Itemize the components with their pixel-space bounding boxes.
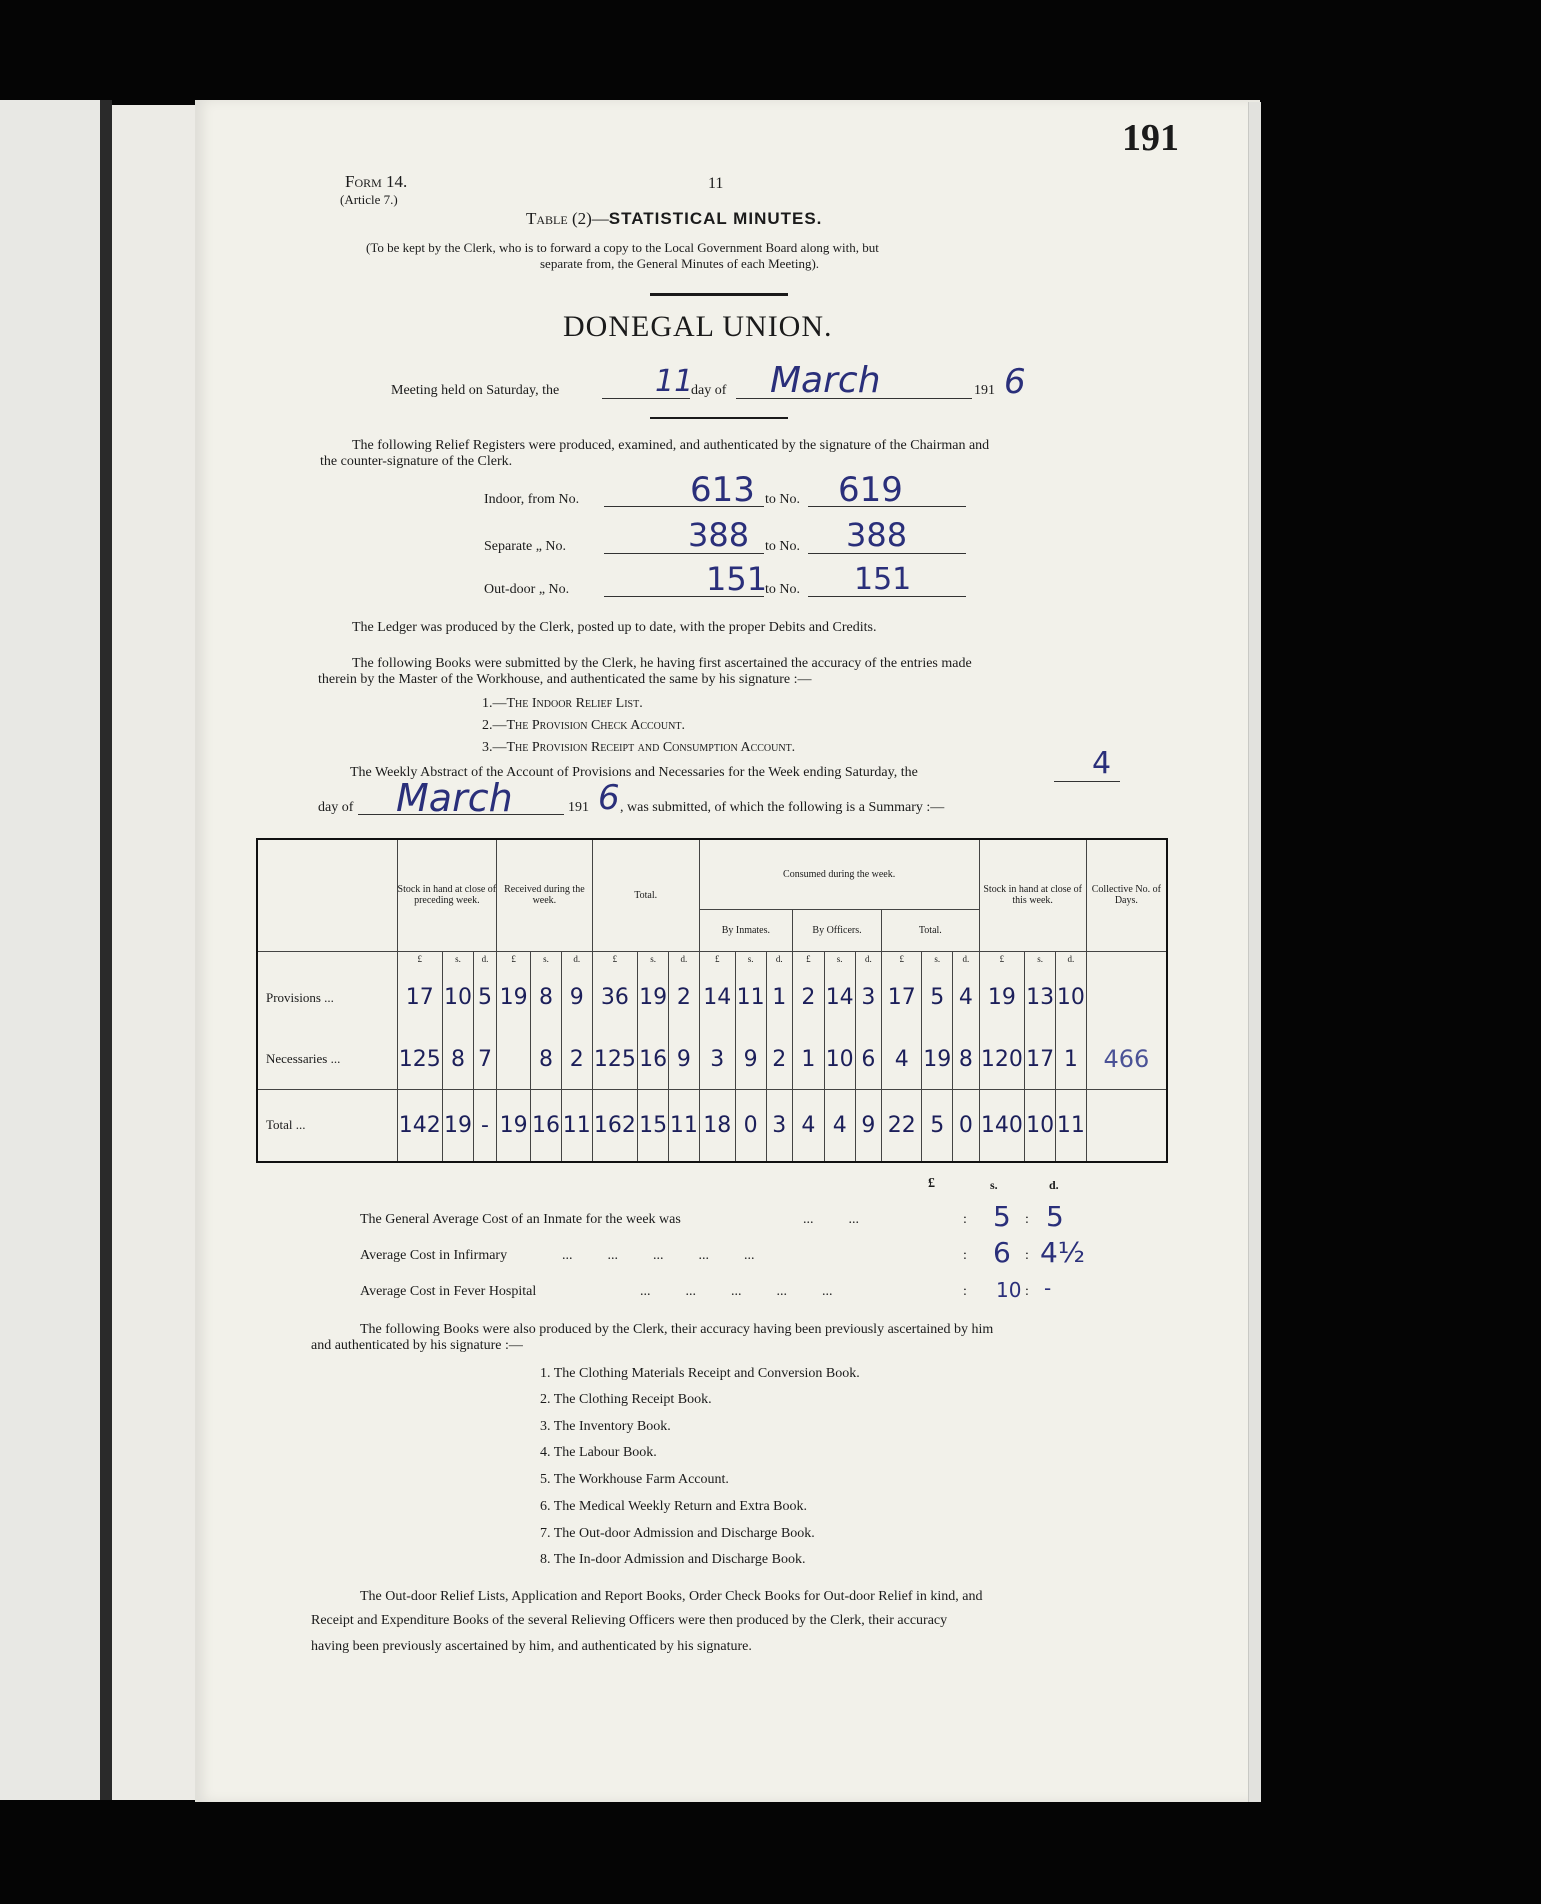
summary-cell: 7 (473, 1030, 496, 1090)
left-page-margin (112, 105, 204, 1800)
summary-cell: 9 (668, 1030, 699, 1090)
summary-cell: 9 (855, 1090, 882, 1162)
union-name: DONEGAL UNION. (563, 310, 833, 343)
summary-cell: 10 (443, 966, 474, 1030)
summary-cell: 8 (531, 966, 562, 1030)
summary-collective-days (1086, 966, 1167, 1030)
summary-cell: 142 (397, 1090, 443, 1162)
cost-dots: ... ... ... ... ... (562, 1248, 755, 1263)
header-received: Received during the week. (497, 839, 592, 951)
register-to: 151 (854, 562, 912, 597)
register-from: 613 (690, 470, 755, 510)
abstract-day-line (1054, 781, 1120, 782)
summary-cell: 16 (531, 1090, 562, 1162)
summary-cell (497, 1030, 531, 1090)
abstract-line-2: , was submitted, of which the following is a Summary :— (620, 800, 945, 815)
register-to-label: to No. (765, 582, 800, 597)
summary-cell: 8 (953, 1030, 980, 1090)
divider-mid (650, 417, 788, 419)
summary-cell: 2 (668, 966, 699, 1030)
header-stock-close: Stock in hand at close of this week. (979, 839, 1086, 951)
summary-cell: 10 (1025, 1090, 1056, 1162)
divider-top (650, 293, 788, 296)
unit-pounds: £ (497, 951, 531, 966)
ledger-statement: The Ledger was produced by the Clerk, posted up to date, with the proper Debits and Credits. (352, 620, 877, 635)
summary-cell: 8 (443, 1030, 474, 1090)
summary-row-label: Total ... (266, 1117, 306, 1133)
summary-cell: 4 (824, 1090, 855, 1162)
book-item: 2.—The Provision Check Account. (482, 718, 685, 733)
other-book-item: 7. The Out-door Admission and Discharge Book. (540, 1526, 815, 1541)
summary-cell: 5 (473, 966, 496, 1030)
unit-shillings: s. (1025, 951, 1056, 966)
summary-cell: 1 (1055, 1030, 1086, 1090)
abstract-day-of: day of (318, 800, 354, 815)
form-article: (Article 7.) (340, 192, 398, 207)
closing-line-2: Receipt and Expenditure Books of the several Relieving Officers were then produced by the Clerk, their accuracy (311, 1613, 948, 1628)
summary-cell: 4 (882, 1030, 922, 1090)
summary-row-label: Provisions ... (266, 989, 334, 1005)
other-book-item: 2. The Clothing Receipt Book. (540, 1392, 712, 1407)
unit-pounds: £ (793, 951, 825, 966)
summary-cell: 8 (531, 1030, 562, 1090)
cost-colon: : (963, 1212, 967, 1227)
heading-note-2: separate from, the General Minutes of each Meeting). (540, 256, 820, 271)
units-row (257, 951, 1167, 966)
cost-colon: : (1025, 1284, 1029, 1299)
header-consumed: Consumed during the week. (699, 839, 979, 909)
summary-cell: 17 (397, 966, 443, 1030)
left-page (0, 100, 100, 1800)
summary-cell: 10 (1055, 966, 1086, 1030)
abstract-month: March (396, 776, 513, 820)
summary-row (257, 966, 1167, 1030)
table-heading (526, 209, 822, 229)
meeting-year-prefix: 191 (974, 383, 995, 398)
summary-cell: 5 (922, 966, 953, 1030)
summary-cell: 1 (766, 966, 793, 1030)
other-book-item: 8. The In-door Admission and Discharge Book. (540, 1552, 806, 1567)
cost-pence: 5 (1046, 1200, 1064, 1233)
other-book-item: 3. The Inventory Book. (540, 1419, 671, 1434)
register-to: 388 (846, 516, 908, 554)
cost-header-pounds: £ (928, 1176, 935, 1191)
register-to-label: to No. (765, 492, 800, 507)
cost-dots: ... ... ... ... ... (640, 1284, 833, 1299)
summary-cell: 19 (922, 1030, 953, 1090)
cost-dots: ... ... (803, 1212, 859, 1227)
summary-cell: 0 (953, 1090, 980, 1162)
meeting-month: March (770, 360, 881, 401)
cost-label: The General Average Cost of an Inmate for the week was (360, 1212, 681, 1227)
unit-shillings: s. (824, 951, 855, 966)
abstract-year-digit: 6 (598, 778, 620, 818)
unit-pence: d. (855, 951, 882, 966)
summary-cell: 15 (638, 1090, 669, 1162)
unit-pence: d. (953, 951, 980, 966)
summary-cell: 125 (592, 1030, 638, 1090)
summary-cell: 17 (882, 966, 922, 1030)
summary-row (257, 1030, 1167, 1090)
summary-body (257, 966, 1167, 1162)
meeting-year-digit: 6 (1004, 362, 1026, 402)
summary-cell: 14 (824, 966, 855, 1030)
summary-row (257, 1090, 1167, 1162)
other-books-intro-2: and authenticated by his signature :— (311, 1338, 523, 1353)
summary-cell: 10 (824, 1030, 855, 1090)
header-stock-prev: Stock in hand at close of preceding week. (397, 839, 497, 951)
other-book-item: 4. The Labour Book. (540, 1445, 657, 1460)
unit-pounds: £ (882, 951, 922, 966)
unit-shillings: s. (443, 951, 474, 966)
unit-pence: d. (561, 951, 592, 966)
folio-number: 11 (708, 175, 724, 192)
summary-cell: 11 (668, 1090, 699, 1162)
book-item: 3.—The Provision Receipt and Consumption Account. (482, 740, 796, 755)
cost-pence: 4½ (1040, 1236, 1085, 1269)
header-by-officers: By Officers. (793, 909, 882, 951)
summary-cell: 19 (497, 966, 531, 1030)
summary-cell: 9 (561, 966, 592, 1030)
register-from: 388 (688, 516, 750, 554)
summary-cell: 125 (397, 1030, 443, 1090)
closing-line-1: The Out-door Relief Lists, Application and Report Books, Order Check Books for Out-door Relief in kind, and (360, 1589, 983, 1604)
summary-cell: 11 (1055, 1090, 1086, 1162)
header-total: Total. (592, 839, 699, 951)
other-book-item: 5. The Workhouse Farm Account. (540, 1472, 729, 1487)
unit-shillings: s. (638, 951, 669, 966)
book-item: 1.—The Indoor Relief List. (482, 696, 643, 711)
header-by-inmates: By Inmates. (699, 909, 792, 951)
summary-cell: 13 (1025, 966, 1056, 1030)
header-consumed-total: Total. (882, 909, 980, 951)
cost-shillings: 6 (993, 1236, 1011, 1269)
unit-pence: d. (766, 951, 793, 966)
cost-colon: : (963, 1284, 967, 1299)
register-to: 619 (838, 470, 903, 510)
summary-cell: 1 (793, 1030, 825, 1090)
meeting-day-of: day of (691, 383, 727, 398)
cost-label: Average Cost in Fever Hospital (360, 1284, 537, 1299)
abstract-line-1: The Weekly Abstract of the Account of Provisions and Necessaries for the Week ending Saturday, the (350, 765, 918, 780)
summary-cell: 2 (793, 966, 825, 1030)
cost-header-shillings: s. (990, 1178, 998, 1192)
closing-line-3: having been previously ascertained by him, and authenticated by his signature. (311, 1639, 752, 1654)
cost-label: Average Cost in Infirmary (360, 1248, 508, 1263)
summary-cell: 3 (855, 966, 882, 1030)
summary-cell: 36 (592, 966, 638, 1030)
unit-pence: d. (473, 951, 496, 966)
summary-cell: 14 (699, 966, 735, 1030)
unit-shillings: s. (922, 951, 953, 966)
unit-pounds: £ (592, 951, 638, 966)
register-to-label: to No. (765, 539, 800, 554)
header-collective: Collective No. of Days. (1086, 839, 1167, 951)
cost-shillings: 5 (993, 1200, 1011, 1233)
unit-pence: d. (1055, 951, 1086, 966)
page-number: 191 (1122, 117, 1179, 159)
cost-colon: : (963, 1248, 967, 1263)
summary-cell: 22 (882, 1090, 922, 1162)
summary-row-label: Necessaries ... (266, 1051, 341, 1067)
other-books-intro-1: The following Books were also produced by the Clerk, their accuracy having been previously ascertained by him (360, 1322, 994, 1337)
cost-colon: : (1025, 1212, 1029, 1227)
register-from: 151 (706, 560, 768, 598)
heading-note-1: (To be kept by the Clerk, who is to forward a copy to the Local Government Board along with, but (366, 240, 879, 255)
books-intro-1: The following Books were submitted by the Clerk, he having first ascertained the accuracy of the entries made (352, 656, 972, 671)
unit-pence: d. (668, 951, 699, 966)
other-book-item: 6. The Medical Weekly Return and Extra Book. (540, 1499, 808, 1514)
form-title: Form 14. (345, 172, 408, 191)
cost-header-pence: d. (1049, 1178, 1059, 1192)
summary-cell: 140 (979, 1090, 1025, 1162)
book-spine (100, 100, 112, 1800)
register-label: Indoor, from No. (484, 492, 580, 507)
books-intro-2: therein by the Master of the Workhouse, and authenticated the same by his signature :— (318, 672, 812, 687)
summary-cell: 18 (699, 1090, 735, 1162)
registers-intro-1: The following Relief Registers were produced, examined, and authenticated by the signature of the Chairman and (352, 438, 990, 453)
row-label-header (257, 839, 397, 951)
summary-cell: 11 (735, 966, 766, 1030)
meeting-label: Meeting held on Saturday, the (391, 383, 560, 398)
other-book-item: 1. The Clothing Materials Receipt and Conversion Book. (540, 1366, 860, 1381)
summary-collective-days: 466 (1086, 1030, 1167, 1090)
summary-cell: 9 (735, 1030, 766, 1090)
summary-cell: 17 (1025, 1030, 1056, 1090)
cost-shillings: 10 (996, 1278, 1022, 1302)
summary-cell: 2 (766, 1030, 793, 1090)
table-heading-main: STATISTICAL MINUTES. (608, 209, 823, 228)
summary-cell: 0 (735, 1090, 766, 1162)
page-edge (1248, 102, 1261, 1802)
summary-cell: 4 (793, 1090, 825, 1162)
unit-pounds: £ (979, 951, 1025, 966)
summary-cell: 120 (979, 1030, 1025, 1090)
unit-pounds: £ (397, 951, 443, 966)
summary-collective-days (1086, 1090, 1167, 1162)
summary-cell: 19 (497, 1090, 531, 1162)
summary-cell: - (473, 1090, 496, 1162)
unit-shillings: s. (531, 951, 562, 966)
register-label: Separate „ No. (484, 539, 567, 554)
summary-cell: 4 (953, 966, 980, 1030)
abstract-day: 4 (1092, 746, 1112, 781)
unit-pounds: £ (699, 951, 735, 966)
abstract-year-prefix: 191 (568, 800, 589, 815)
cost-colon: : (1025, 1248, 1029, 1263)
summary-cell: 6 (855, 1030, 882, 1090)
registers-intro-2: the counter-signature of the Clerk. (320, 454, 513, 469)
summary-cell: 5 (922, 1090, 953, 1162)
unit-shillings: s. (735, 951, 766, 966)
table-heading-prefix: Table (2)— (526, 209, 609, 228)
summary-cell: 3 (766, 1090, 793, 1162)
summary-cell: 162 (592, 1090, 638, 1162)
summary-cell: 16 (638, 1030, 669, 1090)
summary-cell: 3 (699, 1030, 735, 1090)
cost-pence: - (1044, 1276, 1052, 1300)
summary-table (256, 838, 1168, 1163)
summary-cell: 19 (443, 1090, 474, 1162)
summary-cell: 2 (561, 1030, 592, 1090)
meeting-day: 11 (655, 364, 694, 399)
summary-cell: 19 (979, 966, 1025, 1030)
summary-cell: 11 (561, 1090, 592, 1162)
summary-cell: 19 (638, 966, 669, 1030)
register-label: Out-door „ No. (484, 582, 570, 597)
